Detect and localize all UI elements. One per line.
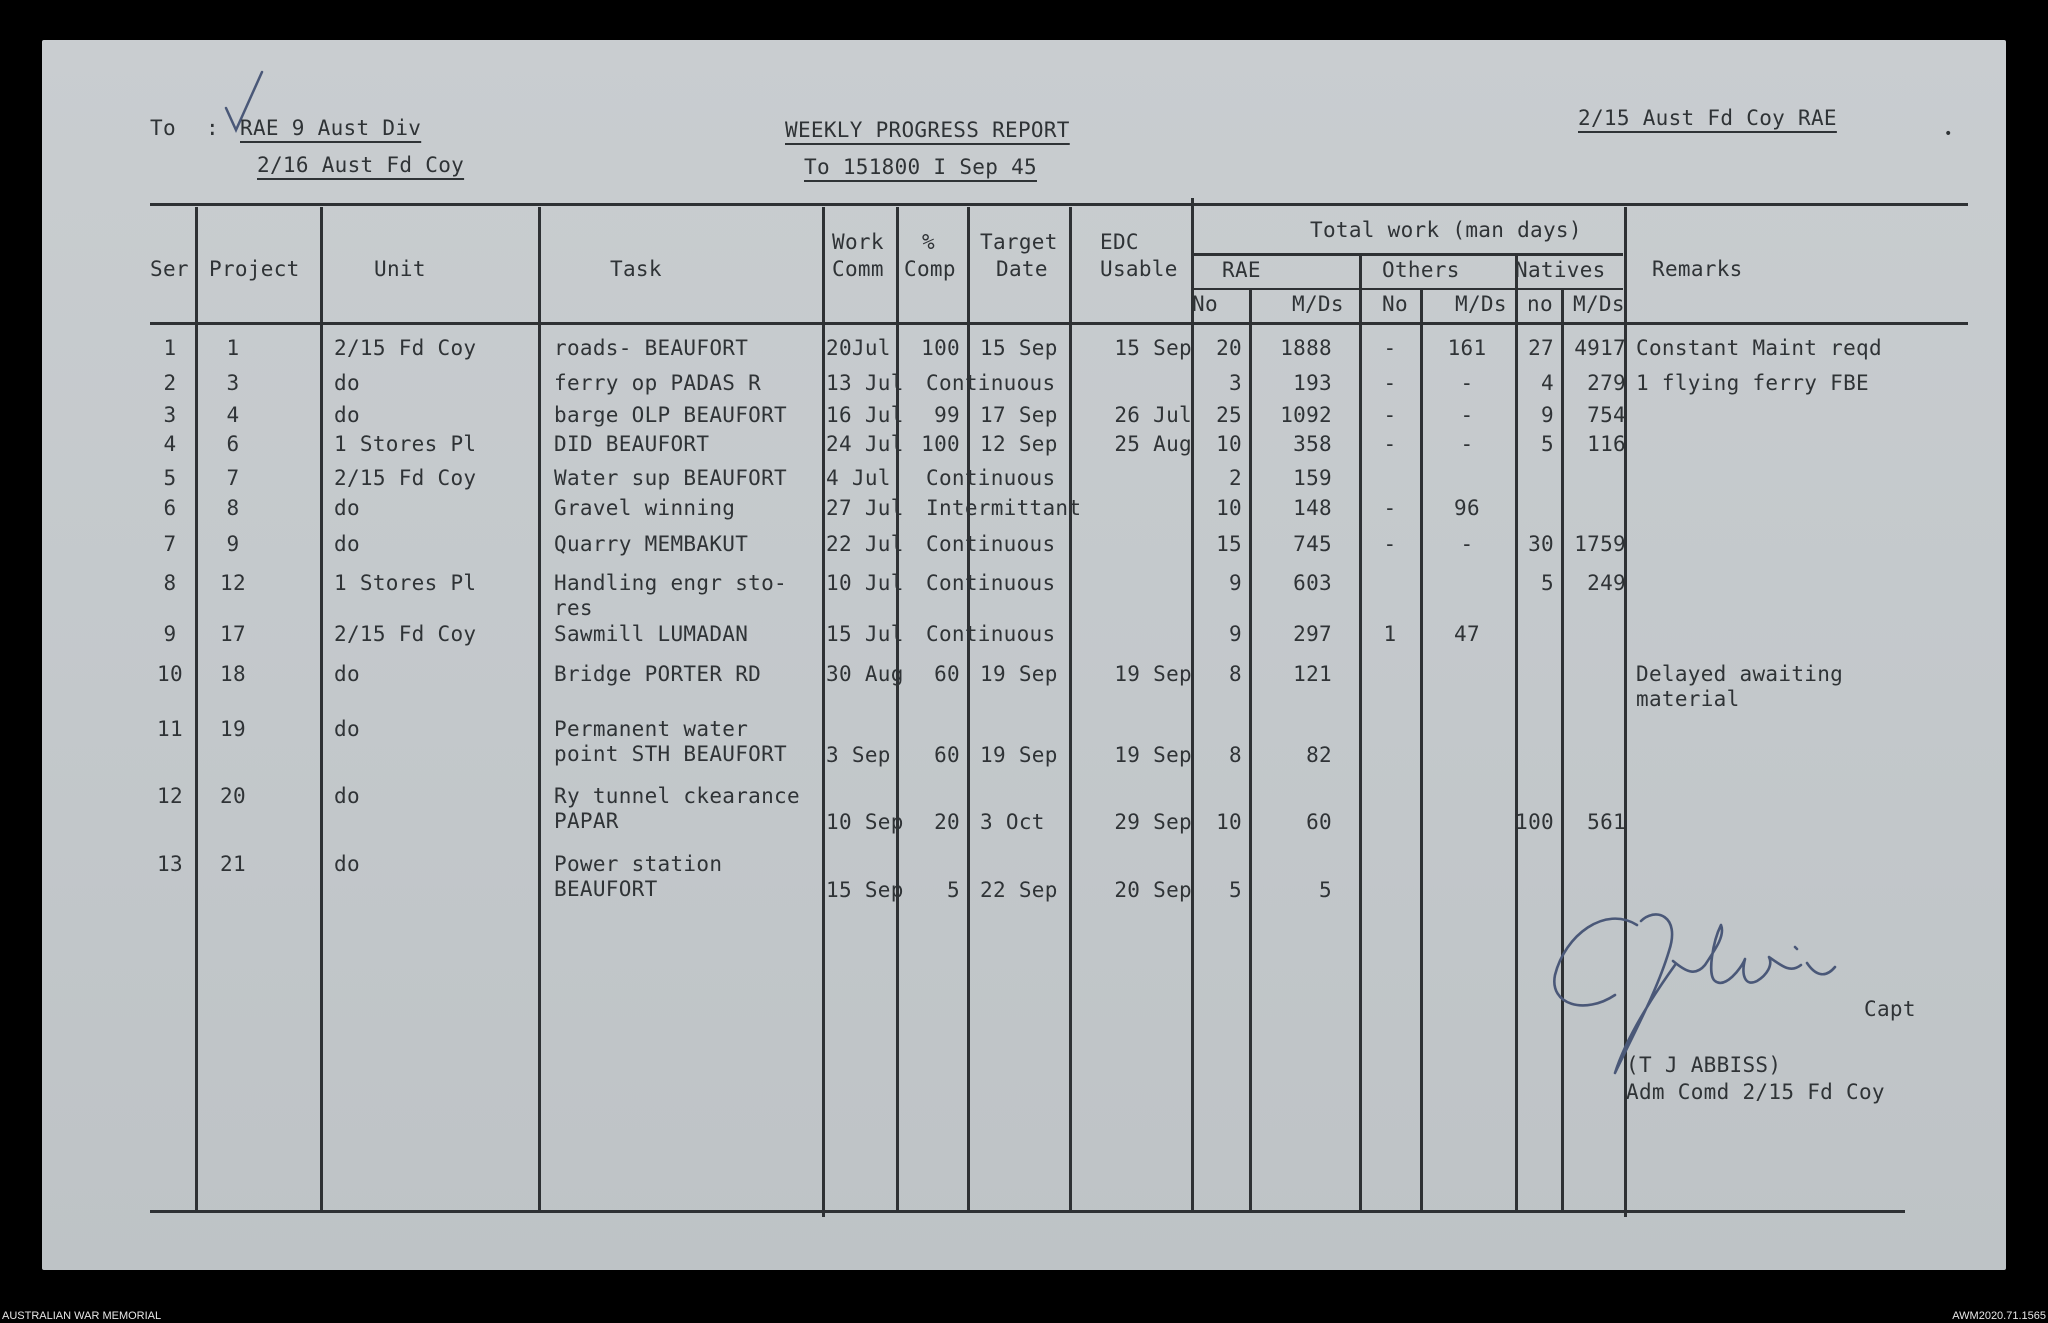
cell-comm: 10 Sep <box>826 810 904 834</box>
cell-pct: Continuous <box>926 466 1056 490</box>
cell-oth-md: - <box>1460 371 1474 395</box>
cell-pct: 60 <box>934 662 960 686</box>
cell-rae-md: 82 <box>1306 743 1332 767</box>
cell-ser: 2 <box>163 371 177 395</box>
col-header-target-1: Target <box>980 230 1058 254</box>
cell-rae-no: 15 <box>1216 532 1242 556</box>
to-label: To <box>150 116 176 140</box>
cell-remarks-line2: material <box>1636 687 1740 711</box>
cell-ser: 5 <box>163 466 177 490</box>
report-title: WEEKLY PROGRESS REPORT <box>785 118 1070 142</box>
cell-comm: 20Jul <box>826 336 891 360</box>
cell-rae-md: 5 <box>1319 878 1332 902</box>
cell-unit: 1 Stores Pl <box>334 432 477 456</box>
cell-task: Handling engr sto- <box>554 571 787 595</box>
cell-comm: 3 Sep <box>826 743 891 767</box>
cell-rae-no: 2 <box>1229 466 1242 490</box>
col-header-task: Task <box>610 257 662 281</box>
cell-unit: do <box>334 852 360 876</box>
cell-project: 12 <box>220 571 246 595</box>
cell-task: Ry tunnel ckearance <box>554 784 800 808</box>
cell-unit: do <box>334 784 360 808</box>
cell-task-line2: point STH BEAUFORT <box>554 742 787 766</box>
cell-rae-no: 9 <box>1229 622 1242 646</box>
cell-edc: 29 Sep <box>1114 810 1192 834</box>
cell-nat-no: 100 <box>1515 810 1554 834</box>
cell-target: 22 Sep <box>980 878 1058 902</box>
cell-oth-no: - <box>1383 371 1397 395</box>
col-header-nat-no: no <box>1527 292 1553 316</box>
cell-edc: 19 Sep <box>1114 662 1192 686</box>
to-addressee-2: 2/16 Aust Fd Coy <box>257 153 465 177</box>
cell-remarks: Delayed awaiting <box>1636 662 1844 686</box>
cell-project: 18 <box>220 662 246 686</box>
cell-pct: 5 <box>947 878 960 902</box>
cell-project: 1 <box>226 336 240 360</box>
cell-rae-md: 159 <box>1293 466 1332 490</box>
cell-pct: 99 <box>934 403 960 427</box>
cell-pct: Intermittant <box>926 496 1082 520</box>
cell-rae-no: 3 <box>1229 371 1242 395</box>
cell-oth-no: - <box>1383 432 1397 456</box>
cell-comm: 10 Jul <box>826 571 904 595</box>
cell-rae-no: 9 <box>1229 571 1242 595</box>
report-subtitle: To 151800 I Sep 45 <box>804 155 1037 179</box>
cell-task: Gravel winning <box>554 496 736 520</box>
cell-rae-no: 10 <box>1216 432 1242 456</box>
cell-oth-no: 1 <box>1383 622 1397 646</box>
cell-unit: do <box>334 403 360 427</box>
to-colon: : <box>206 116 219 140</box>
cell-rae-no: 8 <box>1229 743 1242 767</box>
cell-ser: 6 <box>163 496 177 520</box>
cell-comm: 15 Sep <box>826 878 904 902</box>
cell-pct: Continuous <box>926 371 1056 395</box>
cell-comm: 16 Jul <box>826 403 904 427</box>
cell-nat-no: 9 <box>1541 403 1554 427</box>
cell-unit: do <box>334 662 360 686</box>
col-divider-others <box>1515 255 1518 1210</box>
col-header-ser: Ser <box>150 257 189 281</box>
cell-project: 19 <box>220 717 246 741</box>
cell-task: roads- BEAUFORT <box>554 336 749 360</box>
cell-rae-md: 148 <box>1293 496 1332 520</box>
cell-rae-no: 10 <box>1216 496 1242 520</box>
cell-nat-md: 279 <box>1587 371 1626 395</box>
cell-oth-no: - <box>1383 336 1397 360</box>
table-top-rule <box>150 203 1968 206</box>
cell-rae-no: 8 <box>1229 662 1242 686</box>
cell-nat-md: 4917 <box>1574 336 1626 360</box>
cell-oth-md: - <box>1460 432 1474 456</box>
col-header-total-work: Total work (man days) <box>1310 218 1582 242</box>
cell-ser: 8 <box>163 571 177 595</box>
cell-task: Sawmill LUMADAN <box>554 622 749 646</box>
col-header-work-comm-2: Comm <box>832 257 884 281</box>
cell-rae-md: 193 <box>1293 371 1332 395</box>
cell-unit: do <box>334 717 360 741</box>
col-header-natives: Natives <box>1515 258 1606 282</box>
col-header-work-comm-1: Work <box>832 230 884 254</box>
cell-rae-no: 10 <box>1216 810 1242 834</box>
punch-mark: • <box>1944 126 1953 142</box>
cell-oth-no: - <box>1383 532 1397 556</box>
cell-unit: 2/15 Fd Coy <box>334 336 477 360</box>
cell-rae-md: 297 <box>1293 622 1332 646</box>
cell-nat-md: 116 <box>1587 432 1626 456</box>
cell-project: 6 <box>226 432 240 456</box>
cell-ser: 13 <box>157 852 183 876</box>
cell-nat-no: 30 <box>1528 532 1554 556</box>
cell-oth-md: 96 <box>1454 496 1480 520</box>
cell-ser: 10 <box>157 662 183 686</box>
cell-pct: 20 <box>934 810 960 834</box>
cell-ser: 3 <box>163 403 177 427</box>
cell-pct: 60 <box>934 743 960 767</box>
cell-nat-md: 249 <box>1587 571 1626 595</box>
cell-rae-md: 745 <box>1293 532 1332 556</box>
col-header-pct-2: Comp <box>904 257 956 281</box>
cell-rae-md: 60 <box>1306 810 1332 834</box>
cell-project: 4 <box>226 403 240 427</box>
cell-ser: 12 <box>157 784 183 808</box>
cell-ser: 11 <box>157 717 183 741</box>
col-divider-project <box>320 207 323 1210</box>
signatory-name: (T J ABBISS) <box>1626 1053 1782 1077</box>
cell-rae-no: 5 <box>1229 878 1242 902</box>
cell-task-line2: PAPAR <box>554 809 619 833</box>
table-bottom-rule <box>150 1210 1905 1213</box>
cell-task: DID BEAUFORT <box>554 432 710 456</box>
cell-comm: 27 Jul <box>826 496 904 520</box>
cell-unit: 2/15 Fd Coy <box>334 622 477 646</box>
rae-subrule <box>1192 288 1623 290</box>
cell-pct: Continuous <box>926 571 1056 595</box>
cell-task: ferry op PADAS R <box>554 371 762 395</box>
cell-remarks: Constant Maint reqd <box>1636 336 1882 360</box>
from-unit: 2/15 Aust Fd Coy RAE <box>1578 106 1837 130</box>
col-header-edc-1: EDC <box>1100 230 1139 254</box>
col-header-oth-mds: M/Ds <box>1455 292 1507 316</box>
col-divider-rae-no <box>1249 288 1252 1210</box>
cell-unit: do <box>334 371 360 395</box>
cell-rae-md: 358 <box>1293 432 1332 456</box>
cell-ser: 1 <box>163 336 177 360</box>
cell-edc: 20 Sep <box>1114 878 1192 902</box>
cell-ser: 9 <box>163 622 177 646</box>
cell-target: 17 Sep <box>980 403 1058 427</box>
cell-project: 21 <box>220 852 246 876</box>
cell-task: Quarry MEMBAKUT <box>554 532 749 556</box>
cell-nat-no: 5 <box>1541 571 1554 595</box>
cell-rae-md: 603 <box>1293 571 1332 595</box>
cell-task: barge OLP BEAUFORT <box>554 403 787 427</box>
cell-target: 19 Sep <box>980 743 1058 767</box>
cell-task: Permanent water <box>554 717 749 741</box>
col-header-rae-no: No <box>1192 292 1218 316</box>
footer-accession: AWM2020.71.1565 <box>1952 1310 2046 1322</box>
cell-unit: do <box>334 532 360 556</box>
cell-edc: 19 Sep <box>1114 743 1192 767</box>
cell-comm: 15 Jul <box>826 622 904 646</box>
signatory-rank: Capt <box>1864 997 1916 1021</box>
cell-ser: 4 <box>163 432 177 456</box>
cell-project: 3 <box>226 371 240 395</box>
cell-rae-md: 1092 <box>1280 403 1332 427</box>
cell-comm: 22 Jul <box>826 532 904 556</box>
cell-rae-no: 25 <box>1216 403 1242 427</box>
cell-task-line2: res <box>554 596 593 620</box>
cell-comm: 30 Aug <box>826 662 904 686</box>
cell-nat-md: 561 <box>1587 810 1626 834</box>
col-divider-pct <box>967 207 970 1210</box>
col-header-rae: RAE <box>1222 258 1261 282</box>
cell-nat-no: 5 <box>1541 432 1554 456</box>
cell-comm: 24 Jul <box>826 432 904 456</box>
cell-edc: 15 Sep <box>1114 336 1192 360</box>
footer-credit: AUSTRALIAN WAR MEMORIAL <box>2 1310 162 1322</box>
cell-pct: Continuous <box>926 532 1056 556</box>
cell-pct: 100 <box>921 432 960 456</box>
col-divider-unit <box>538 207 541 1210</box>
cell-unit: 2/15 Fd Coy <box>334 466 477 490</box>
cell-comm: 13 Jul <box>826 371 904 395</box>
cell-task: Power station <box>554 852 723 876</box>
cell-pct: Continuous <box>926 622 1056 646</box>
cell-nat-md: 754 <box>1587 403 1626 427</box>
header-bottom-rule <box>150 322 1968 325</box>
cell-unit: 1 Stores Pl <box>334 571 477 595</box>
cell-project: 8 <box>226 496 240 520</box>
col-header-target-2: Date <box>996 257 1048 281</box>
cell-project: 17 <box>220 622 246 646</box>
cell-task-line2: BEAUFORT <box>554 877 658 901</box>
cell-rae-md: 1888 <box>1280 336 1332 360</box>
cell-target: 19 Sep <box>980 662 1058 686</box>
cell-unit: do <box>334 496 360 520</box>
cell-target: 15 Sep <box>980 336 1058 360</box>
cell-edc: 25 Aug <box>1114 432 1192 456</box>
cell-oth-md: 161 <box>1447 336 1487 360</box>
cell-project: 20 <box>220 784 246 808</box>
cell-target: 3 Oct <box>980 810 1045 834</box>
col-header-pct-1: % <box>922 230 935 254</box>
cell-oth-no: - <box>1383 403 1397 427</box>
cell-nat-md: 1759 <box>1574 532 1626 556</box>
col-header-edc-2: Usable <box>1100 257 1178 281</box>
col-header-oth-no: No <box>1382 292 1408 316</box>
cell-target: 12 Sep <box>980 432 1058 456</box>
to-addressee-1: RAE 9 Aust Div <box>240 116 422 140</box>
col-header-remarks: Remarks <box>1652 257 1743 281</box>
cell-project: 7 <box>226 466 240 490</box>
cell-task: Bridge PORTER RD <box>554 662 762 686</box>
cell-remarks: 1 flying ferry FBE <box>1636 371 1869 395</box>
cell-rae-no: 20 <box>1216 336 1242 360</box>
cell-oth-md: - <box>1460 532 1474 556</box>
signatory-appointment: Adm Comd 2/15 Fd Coy <box>1626 1080 1885 1104</box>
col-header-rae-mds: M/Ds <box>1292 292 1344 316</box>
col-header-unit: Unit <box>374 257 426 281</box>
cell-rae-md: 121 <box>1293 662 1332 686</box>
col-header-project: Project <box>209 257 300 281</box>
col-header-nat-mds: M/Ds <box>1573 292 1625 316</box>
cell-oth-md: - <box>1460 403 1474 427</box>
cell-task: Water sup BEAUFORT <box>554 466 787 490</box>
cell-oth-md: 47 <box>1454 622 1480 646</box>
cell-comm: 4 Jul <box>826 466 891 490</box>
cell-project: 9 <box>226 532 240 556</box>
col-divider-rae <box>1359 255 1362 1210</box>
cell-edc: 26 Jul <box>1114 403 1192 427</box>
total-work-subrule <box>1192 253 1623 256</box>
cell-nat-no: 27 <box>1528 336 1554 360</box>
cell-oth-no: - <box>1383 496 1397 520</box>
col-header-others: Others <box>1382 258 1460 282</box>
cell-nat-no: 4 <box>1541 371 1554 395</box>
cell-ser: 7 <box>163 532 177 556</box>
cell-pct: 100 <box>921 336 960 360</box>
col-divider-oth-no <box>1420 288 1423 1210</box>
